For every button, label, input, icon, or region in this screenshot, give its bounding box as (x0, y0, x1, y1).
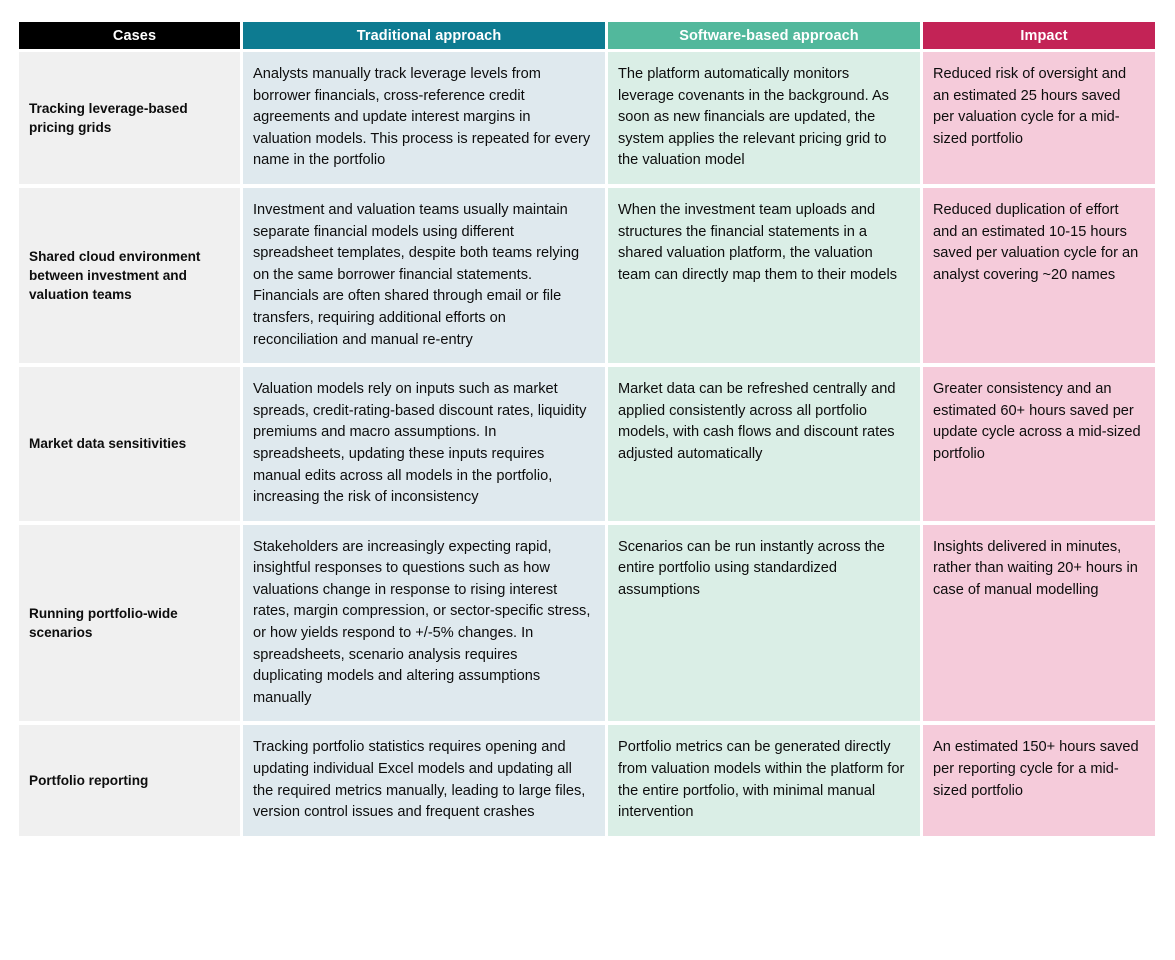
column-header-software-based-approach: Software-based approach (608, 22, 920, 49)
impact-cell: Reduced duplication of effort and an estimated 10-15 hours saved per valuation cycle for an analyst covering ~20 names (923, 188, 1155, 363)
software-approach-cell: When the investment team uploads and structures the financial statements in a shared valuation platform, the valuation team can directly map them to their models (608, 188, 920, 363)
table-row (19, 52, 1155, 184)
traditional-approach-cell: Analysts manually track leverage levels from borrower financials, cross-reference credit agreements and update interest margins in valuation models. This process is repeated for every name in the portfolio (243, 52, 605, 184)
case-name-cell: Market data sensitivities (19, 367, 240, 521)
column-header-impact: Impact (923, 22, 1155, 49)
software-approach-cell: Scenarios can be run instantly across the entire portfolio using standardized assumptions (608, 525, 920, 722)
table-row (19, 725, 1155, 835)
impact-cell: An estimated 150+ hours saved per reporting cycle for a mid-sized portfolio (923, 725, 1155, 835)
table-row (19, 525, 1155, 722)
traditional-approach-cell: Valuation models rely on inputs such as market spreads, credit-rating-based discount rates, liquidity premiums and macro assumptions. In spreadsheets, updating these inputs requires manual edits across all models in the portfolio, increasing the risk of inconsistency (243, 367, 605, 521)
comparison-table (19, 22, 1155, 836)
software-approach-cell: Portfolio metrics can be generated directly from valuation models within the platform for the entire portfolio, with minimal manual intervention (608, 725, 920, 835)
impact-cell: Insights delivered in minutes, rather than waiting 20+ hours in case of manual modelling (923, 525, 1155, 722)
traditional-approach-cell: Tracking portfolio statistics requires opening and updating individual Excel models and updating all the required metrics manually, leading to large files, version control issues and frequent crashes (243, 725, 605, 835)
column-header-cases: Cases (19, 22, 240, 49)
impact-cell: Greater consistency and an estimated 60+ hours saved per update cycle across a mid-sized portfolio (923, 367, 1155, 521)
case-name-cell: Running portfolio-wide scenarios (19, 525, 240, 722)
traditional-approach-cell: Stakeholders are increasingly expecting rapid, insightful responses to questions such as how valuations change in response to rising interest rates, margin compression, or sector-specific stress, or how yields respond to +/-5% changes. In spreadsheets, scenario analysis requires duplicating models and altering assumptions manually (243, 525, 605, 722)
case-name-cell: Tracking leverage-based pricing grids (19, 52, 240, 184)
case-name-cell: Shared cloud environment between investment and valuation teams (19, 188, 240, 363)
table-header-row (19, 22, 1155, 49)
table-row (19, 188, 1155, 363)
table-row (19, 367, 1155, 521)
column-header-traditional-approach: Traditional approach (243, 22, 605, 49)
case-name-cell: Portfolio reporting (19, 725, 240, 835)
software-approach-cell: Market data can be refreshed centrally and applied consistently across all portfolio models, with cash flows and discount rates adjusted automatically (608, 367, 920, 521)
software-approach-cell: The platform automatically monitors leverage covenants in the background. As soon as new financials are updated, the system applies the relevant pricing grid to the valuation model (608, 52, 920, 184)
traditional-approach-cell: Investment and valuation teams usually maintain separate financial models using different spreadsheet templates, despite both teams relying on the same borrower financial statements. Financials are often shared through email or file transfers, requiring additional efforts on reconciliation and manual re-entry (243, 188, 605, 363)
impact-cell: Reduced risk of oversight and an estimated 25 hours saved per valuation cycle for a mid-sized portfolio (923, 52, 1155, 184)
